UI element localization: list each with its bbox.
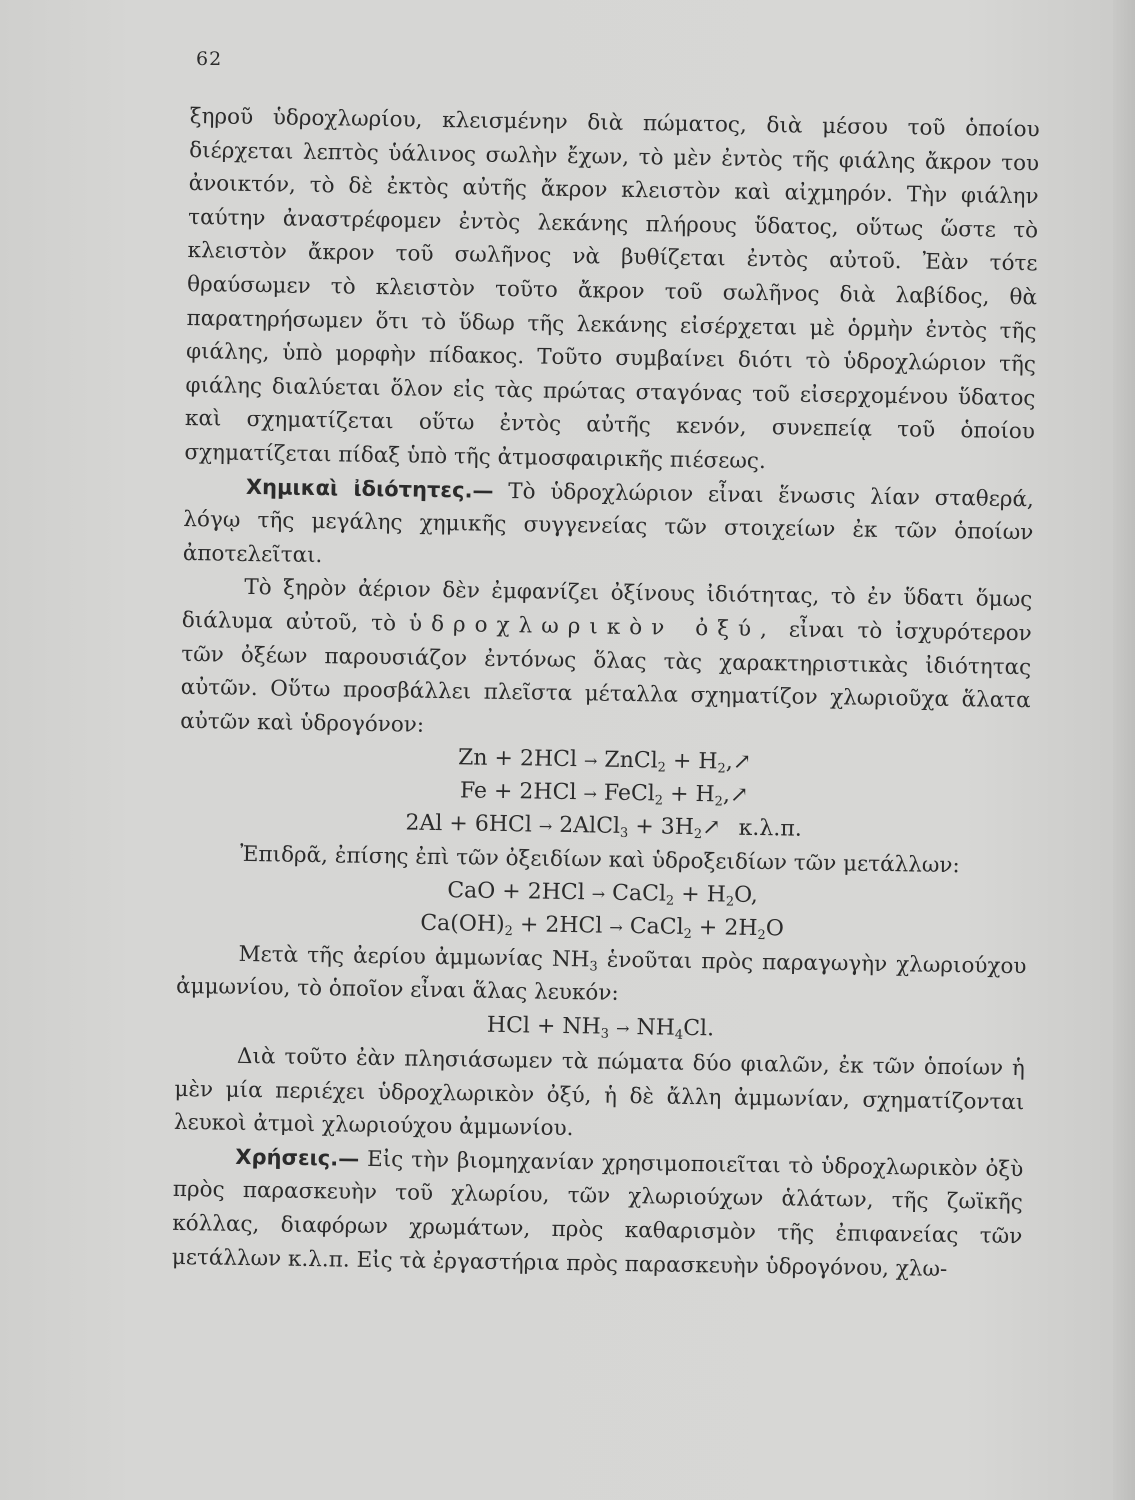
subscript: 4 <box>674 1027 684 1043</box>
eq-rhs: + H <box>662 781 715 808</box>
subscript: 3 <box>589 959 598 975</box>
eq-lhs: CaO + 2HCl <box>447 878 585 906</box>
eq-rhs: 2AlCl <box>559 813 621 840</box>
spaced-term: ὑδροχλωρικὸν ὀξύ, <box>408 611 777 643</box>
paragraph-5 <box>176 937 1027 1018</box>
paragraph-1: ξηροῦ ὑδροχλωρίου, κλεισμένην διὰ πώματος, διὰ μέσου τοῦ ὁποίου διέρχεται λεπτὸς ὑάλινος σωλὴν ἔχων, τὸ μὲν ἐντὸς τῆς φιάλης ἄκρον του ἀνοικτόν, τὸ δὲ ἐκτὸς αὐτῆς ἄκρον κλειστὸν καὶ αἰχμηρόν. Τὴν φιάλην ταύτην ἀναστρέφομεν ἐντὸς λεκάνης πλήρους ὕδατος, οὕτως ὥστε τὸ κλειστὸν ἄκρον τοῦ σωλῆνος νὰ βυθίζεται ἐντὸς αὐτοῦ. Ἐὰν τότε θραύσωμεν τὸ κλειστὸν τοῦτο ἄκρον τοῦ σωλῆνος διὰ λαβίδος, θὰ παρατηρήσωμεν ὅτι τὸ ὕδωρ τῆς λεκάνης εἰσέρχεται μὲ ὁρμὴν ἐντὸς τῆς φιάλης, ὑπὸ μορφὴν πίδακος. Τοῦτο συμβαίνει διότι τὸ ὑδροχλώριον τῆς φιάλης διαλύεται ὅλον εἰς τὰς πρώτας σταγόνας τοῦ εἰσερχομένου ὕδατος καὶ σχηματίζεται οὕτω ἐντὸς αὐτῆς κενόν, συνεπείᾳ τοῦ ὁποίου σχηματίζεται πίδαξ ὑπὸ τῆς ἀτμοσφαιρικῆς πιέσεως. <box>184 103 1040 475</box>
paragraph-5-end: ἑνοῦται πρὸς παραγωγὴν χλωριούχου ἀμμωνίου, τὸ ὁποῖον εἶναι ἅλας λευκόν: <box>175 947 1027 1007</box>
paragraph-4: Ἐπιδρᾶ, ἐπίσης ἐπὶ τῶν ὀξειδίων καὶ ὑδροξειδίων τῶν μετάλλων: <box>239 842 960 879</box>
page-edge <box>1113 0 1135 1500</box>
paragraph-3-start: Τὸ ξηρὸν ἀέριον δὲν ἐμφανίζει ὀξίνους ἰδιότητας, τὸ ἐν ὕδατι ὅμως διάλυμα αὐτοῦ, τὸ <box>181 575 1033 637</box>
subscript: 2 <box>725 894 735 910</box>
paragraph-3 <box>180 570 1033 751</box>
reaction-arrow: → <box>583 784 597 804</box>
subscript: 2 <box>693 827 703 843</box>
heading-dash: .— <box>464 477 494 503</box>
eq-rhs: O, <box>733 882 759 908</box>
page-number: 62 <box>196 48 223 70</box>
paragraph-7 <box>172 1140 1024 1288</box>
gas-arrow: ,↗ <box>722 782 749 809</box>
eq-rhs: ZnCl <box>604 747 658 774</box>
eq-rhs: + 2H <box>691 914 758 941</box>
paragraph-5-start: Μετὰ τῆς ἀερίου ἀμμωνίας NH <box>238 941 590 973</box>
eq-lhs: + 2HCl <box>512 912 603 939</box>
eq-rhs: + H <box>674 881 727 908</box>
paragraph-3-end: εἶναι τὸ ἰσχυρότερον τῶν ὀξέων παρουσιάζον ἐντόνως ὅλας τὰς χαρακτηριστικὰς ἰδιότητας αὐτῶν. Οὕτω προσβάλλει πλεῖστα μέταλλα σχηματίζον χλωριοῦχα ἅλατα αὐτῶν καὶ ὑδρογόνον: <box>180 617 1032 738</box>
reaction-arrow: → <box>591 884 606 904</box>
eq-lhs: Zn + 2HCl <box>457 745 578 773</box>
eq-lhs: Fe + 2HCl <box>459 778 577 806</box>
reaction-arrow: → <box>609 917 623 937</box>
subscript: 2 <box>717 761 726 777</box>
paragraph-2 <box>183 469 1034 583</box>
heading-chemical-properties: Χημικαὶ ἰδιότητες <box>245 474 465 502</box>
heading-uses: Χρήσεις <box>235 1144 331 1171</box>
eq-lhs: Ca(OH) <box>420 910 505 937</box>
eq-rhs: FeCl <box>603 780 656 807</box>
subscript: 3 <box>619 826 629 842</box>
subscript: 2 <box>714 794 723 810</box>
eq-rhs: Cl. <box>683 1015 715 1042</box>
paragraph-2-text: Τὸ ὑδροχλώριον εἶναι ἕνωσις λίαν σταθερά, λόγῳ τῆς μεγάλης χημικῆς συγγενείας τῶν στοιχείων ἐκ τῶν ὁποίων ἀποτελεῖται. <box>182 478 1035 568</box>
reaction-arrow: → <box>583 751 598 771</box>
gas-arrow: ,↗ <box>725 749 752 776</box>
eq-rhs: NH <box>636 1015 676 1041</box>
subscript: 2 <box>683 926 692 942</box>
reaction-arrow: → <box>538 816 553 837</box>
eq-lhs: 2Al + 6HCl <box>405 810 533 838</box>
etc-abbreviation: κ.λ.π. <box>738 815 802 842</box>
subscript: 2 <box>654 793 664 809</box>
subscript: 2 <box>504 923 513 940</box>
subscript: 2 <box>657 760 666 776</box>
subscript: 3 <box>600 1026 610 1042</box>
eq-rhs: CaCl <box>629 913 684 940</box>
paragraph-6: Διὰ τοῦτο ἐὰν πλησιάσωμεν τὰ πώματα δύο φιαλῶν, ἐκ τῶν ὁποίων ἡ μὲν μία περιέχει ὑδροχλωρικὸν ὀξύ, ἡ δὲ ἄλλη ἀμμωνίαν, σχηματίζονται λευκοὶ ἀτμοὶ χλωριούχου ἀμμωνίου. <box>173 1043 1026 1142</box>
subscript: 2 <box>665 893 675 909</box>
eq-rhs: O <box>765 916 785 942</box>
eq-rhs: CaCl <box>611 880 667 907</box>
body-text <box>172 100 1040 1287</box>
eq-rhs: + 3H <box>628 814 695 841</box>
reaction-arrow: → <box>615 1018 630 1039</box>
subscript: 2 <box>757 927 766 944</box>
eq-rhs: + H <box>665 748 718 775</box>
gas-arrow: ↗ <box>702 815 721 841</box>
heading-dash: .— <box>330 1146 360 1171</box>
eq-lhs: HCl + NH <box>486 1012 601 1040</box>
paragraph-7-text: Εἰς τὴν βιομηχανίαν χρησιμοποιεῖται τὸ ὑδροχλωρικὸν ὀξὺ πρὸς παρασκευὴν τοῦ χλωρίου, τῶν χλωριούχων ἁλάτων, τῆς ζωϊκῆς κόλλας, διαφόρων χρωμάτων, πρὸς καθαρισμὸν τῆς ἐπιφανείας τῶν μετάλλων κ.λ.π. Εἰς τὰ ἐργαστήρια πρὸς παρασκευὴν ὑδρογόνου, χλω- <box>171 1146 1024 1282</box>
